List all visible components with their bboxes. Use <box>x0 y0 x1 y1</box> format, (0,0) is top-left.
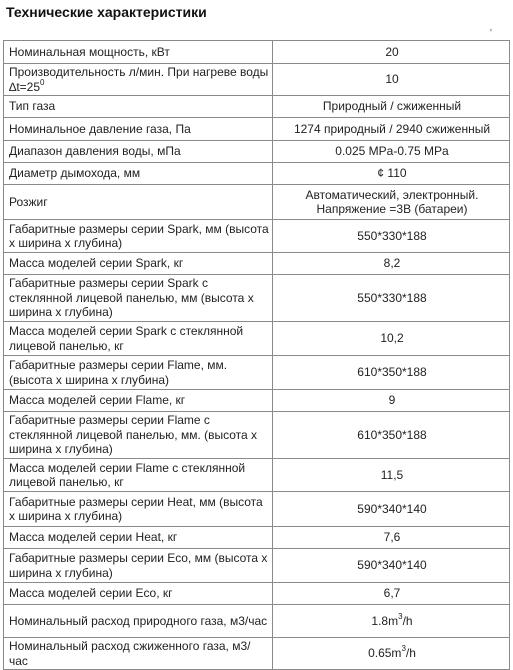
row-name <box>4 64 273 96</box>
table-row <box>4 41 510 64</box>
table-row <box>4 412 510 459</box>
row-value: 7,6 <box>273 527 510 549</box>
table-row <box>4 390 510 412</box>
row-value: ¢ 110 <box>273 163 510 185</box>
row-value-superscript: 3 <box>401 644 406 654</box>
row-name: Габаритные размеры серии Spark, мм (высота х ширина х глубина) <box>4 220 273 253</box>
row-value: 590*340*140 <box>273 492 510 527</box>
row-name: Тип газа <box>4 96 273 118</box>
row-name: Номинальный расход природного газа, м3/час <box>4 605 273 638</box>
row-value-suffix: /h <box>402 613 413 628</box>
row-value: 11,5 <box>273 459 510 492</box>
table-row <box>4 638 510 670</box>
table-row <box>4 322 510 356</box>
row-value <box>273 638 510 670</box>
row-value: 10 <box>273 64 510 96</box>
row-name-superscript: 0 <box>40 77 45 87</box>
row-name: Габаритные размеры серии Spark с стеклянной лицевой панелью, мм (высота х ширина х глубина) <box>4 275 273 322</box>
row-name: Масса моделей серии Spark, кг <box>4 253 273 275</box>
row-value: 1274 природный / 2940 сжиженный <box>273 118 510 141</box>
row-name: Масса моделей серии Heat, кг <box>4 527 273 549</box>
row-value: 610*350*188 <box>273 356 510 390</box>
table-row <box>4 459 510 492</box>
row-name: Диаметр дымохода, мм <box>4 163 273 185</box>
table-row <box>4 253 510 275</box>
row-name: Габаритные размеры серии Flame, мм. (высота х ширина х глубина) <box>4 356 273 390</box>
row-value: 610*350*188 <box>273 412 510 459</box>
row-value: 20 <box>273 41 510 64</box>
row-name: Масса моделей серии Flame с стеклянной лицевой панелью, кг <box>4 459 273 492</box>
row-name: Масса моделей серии Spark с стеклянной лицевой панелью, кг <box>4 322 273 356</box>
row-name-text: Производительность л/мин. При нагреве воды ∆t=25 <box>9 65 269 94</box>
row-value: Природный / сжиженный <box>273 96 510 118</box>
row-value-superscript: 3 <box>398 611 403 621</box>
table-row <box>4 64 510 96</box>
table-row <box>4 583 510 605</box>
table-row <box>4 527 510 549</box>
row-value: 8,2 <box>273 253 510 275</box>
row-name: Номинальное давление газа, Па <box>4 118 273 141</box>
row-name: Габаритные размеры серии Flame с стеклянной лицевой панелью, мм. (высота х ширина х глубина) <box>4 412 273 459</box>
row-value: 9 <box>273 390 510 412</box>
row-value: 6,7 <box>273 583 510 605</box>
page-title: Технические характеристики <box>6 4 207 20</box>
row-value-text: 0.65m <box>368 646 402 661</box>
table-row <box>4 275 510 322</box>
row-name: Масса моделей серии Eco, кг <box>4 583 273 605</box>
row-value-text: 1.8m <box>371 613 399 628</box>
table-row <box>4 356 510 390</box>
row-value: 550*330*188 <box>273 275 510 322</box>
row-name: Габаритные размеры серии Eco, мм (высота х ширина х глубина) <box>4 549 273 583</box>
row-value: 10,2 <box>273 322 510 356</box>
table-row <box>4 118 510 141</box>
table-row <box>4 605 510 638</box>
row-name: Розжиг <box>4 185 273 220</box>
row-value-suffix: /h <box>405 646 416 661</box>
row-name: Диапазон давления воды, мПа <box>4 141 273 163</box>
table-row <box>4 549 510 583</box>
row-value <box>273 605 510 638</box>
table-row <box>4 163 510 185</box>
row-value: 0.025 MPa-0.75 MPa <box>273 141 510 163</box>
table-row <box>4 492 510 527</box>
row-name: Номинальная мощность, кВт <box>4 41 273 64</box>
row-value: 550*330*188 <box>273 220 510 253</box>
row-value: Автоматический, электронный. Напряжение =3В (батареи) <box>273 185 510 220</box>
row-name: Масса моделей серии Flame, кг <box>4 390 273 412</box>
corner-mark: ' <box>490 28 492 39</box>
table-row <box>4 141 510 163</box>
spec-table <box>3 40 510 670</box>
row-name: Номинальный расход сжиженного газа, м3/час <box>4 638 273 670</box>
row-name: Габаритные размеры серии Heat, мм (высота х ширина х глубина) <box>4 492 273 527</box>
table-row <box>4 220 510 253</box>
table-row <box>4 96 510 118</box>
row-value: 590*340*140 <box>273 549 510 583</box>
table-row <box>4 185 510 220</box>
